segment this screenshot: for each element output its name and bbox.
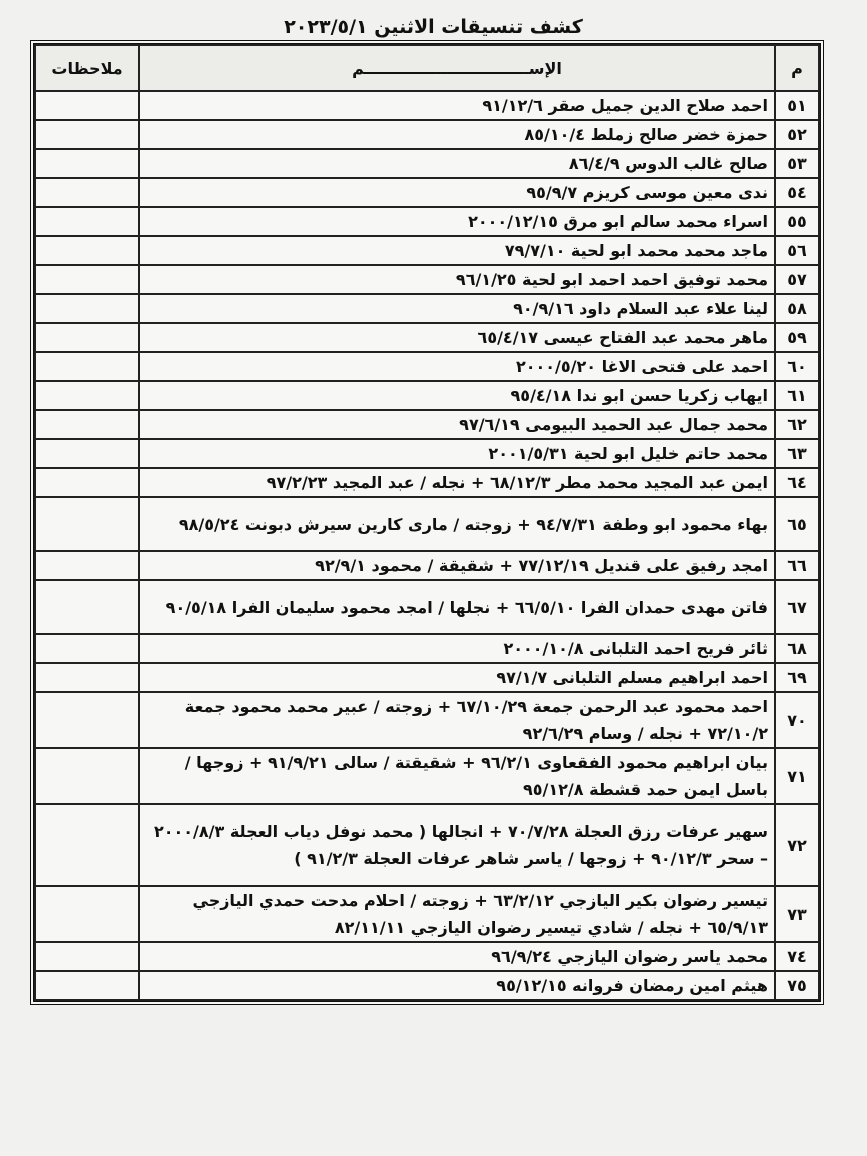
table-row (35, 634, 819, 663)
row-name: امجد رفيق على قنديل ٧٧/١٢/١٩ + شقيقة / محمود ٩٢/٩/١ (139, 551, 775, 580)
row-notes (35, 120, 139, 149)
row-name: لينا علاء عبد السلام داود ٩٠/٩/١٦ (139, 294, 775, 323)
roster-sheet (30, 40, 824, 1005)
row-number: ٦٨ (775, 634, 819, 663)
header-name: الإســــــــــــــــــــــــــــــم (139, 45, 775, 91)
row-name: سهير عرفات رزق العجلة ٧٠/٧/٢٨ + انجالها ( محمد نوفل دياب العجلة ٢٠٠٠/٨/٣ – سحر ٩٠/١٢/٣ + زوجها / ياسر شاهر عرفات العجلة ٩١/٢/٣ ) (139, 804, 775, 886)
row-notes (35, 634, 139, 663)
row-number: ٦٢ (775, 410, 819, 439)
roster-table (34, 44, 820, 1001)
row-number: ٥٢ (775, 120, 819, 149)
row-number: ٥٦ (775, 236, 819, 265)
row-number: ٧٠ (775, 692, 819, 748)
row-notes (35, 265, 139, 294)
table-row (35, 692, 819, 748)
table-row (35, 468, 819, 497)
row-name: محمد ياسر رضوان اليازجي ٩٦/٩/٢٤ (139, 942, 775, 971)
table-row (35, 410, 819, 439)
row-notes (35, 971, 139, 1000)
row-name: ايهاب زكريا حسن ابو ندا ٩٥/٤/١٨ (139, 381, 775, 410)
row-notes (35, 468, 139, 497)
row-notes (35, 352, 139, 381)
row-name: فاتن مهدى حمدان الفرا ٦٦/٥/١٠ + نجلها / امجد محمود سليمان الفرا ٩٠/٥/١٨ (139, 580, 775, 634)
row-notes (35, 410, 139, 439)
row-notes (35, 663, 139, 692)
row-notes (35, 323, 139, 352)
table-row (35, 886, 819, 942)
table-row (35, 551, 819, 580)
row-name: بيان ابراهيم محمود الفقعاوى ٩٦/٢/١ + شقيقتة / سالى ٩١/٩/٢١ + زوجها / باسل ايمن حمد قشطة ٩٥/١٢/٨ (139, 748, 775, 804)
table-row (35, 323, 819, 352)
table-row (35, 663, 819, 692)
row-notes (35, 178, 139, 207)
table-row (35, 91, 819, 120)
row-name: اسراء محمد سالم ابو مرق ٢٠٠٠/١٢/١٥ (139, 207, 775, 236)
row-notes (35, 942, 139, 971)
row-number: ٧٤ (775, 942, 819, 971)
row-notes (35, 692, 139, 748)
row-number: ٦٣ (775, 439, 819, 468)
row-name: احمد ابراهيم مسلم التلبانى ٩٧/١/٧ (139, 663, 775, 692)
row-name: محمد توفيق احمد احمد ابو لحية ٩٦/١/٢٥ (139, 265, 775, 294)
table-row (35, 294, 819, 323)
row-name: صالح غالب الدوس ٨٦/٤/٩ (139, 149, 775, 178)
row-name: محمد حاتم خليل ابو لحية ٢٠٠١/٥/٣١ (139, 439, 775, 468)
row-name: ثائر فريح احمد التلبانى ٢٠٠٠/١٠/٨ (139, 634, 775, 663)
row-name: احمد محمود عبد الرحمن جمعة ٦٧/١٠/٢٩ + زوجته / عبير محمد محمود جمعة ٧٢/١٠/٢ + نجله / وسام ٩٢/٦/٢٩ (139, 692, 775, 748)
table-row (35, 804, 819, 886)
row-name: هيثم امين رمضان فروانه ٩٥/١٢/١٥ (139, 971, 775, 1000)
table-row (35, 942, 819, 971)
table-row (35, 352, 819, 381)
row-number: ٦١ (775, 381, 819, 410)
row-notes (35, 804, 139, 886)
row-notes (35, 580, 139, 634)
table-row (35, 236, 819, 265)
row-notes (35, 551, 139, 580)
row-name: ماهر محمد عبد الفتاح عيسى ٦٥/٤/١٧ (139, 323, 775, 352)
row-number: ٦٩ (775, 663, 819, 692)
table-row (35, 381, 819, 410)
row-number: ٥٣ (775, 149, 819, 178)
row-name: تيسير رضوان بكير اليازجي ٦٣/٢/١٢ + زوجته / احلام مدحت حمدي اليازجي ٦٥/٩/١٣ + نجله / شادي تيسير رضوان اليازجي ٨٢/١١/١١ (139, 886, 775, 942)
row-name: حمزة خضر صالح زملط ٨٥/١٠/٤ (139, 120, 775, 149)
row-name: محمد جمال عبد الحميد البيومى ٩٧/٦/١٩ (139, 410, 775, 439)
row-notes (35, 748, 139, 804)
row-notes (35, 236, 139, 265)
row-name: بهاء محمود ابو وطفة ٩٤/٧/٣١ + زوجته / مارى كارين سيرش دبونت ٩٨/٥/٢٤ (139, 497, 775, 551)
page-title: كشف تنسيقات الاثنين ٢٠٢٣/٥/١ (284, 16, 583, 38)
row-name: ندى معين موسى كريزم ٩٥/٩/٧ (139, 178, 775, 207)
row-number: ٦٦ (775, 551, 819, 580)
table-row (35, 580, 819, 634)
table-row (35, 497, 819, 551)
row-number: ٧٢ (775, 804, 819, 886)
header-notes: ملاحظات (35, 45, 139, 91)
row-number: ٧١ (775, 748, 819, 804)
header-num: م (775, 45, 819, 91)
row-notes (35, 149, 139, 178)
row-notes (35, 207, 139, 236)
row-number: ٧٥ (775, 971, 819, 1000)
row-name: ايمن عبد المجيد محمد مطر ٦٨/١٢/٣ + نجله / عبد المجيد ٩٧/٢/٢٣ (139, 468, 775, 497)
header-row (35, 45, 819, 91)
roster-body (35, 91, 819, 1000)
row-name: ماجد محمد محمد ابو لحية ٧٩/٧/١٠ (139, 236, 775, 265)
row-number: ٥٩ (775, 323, 819, 352)
row-number: ٥٥ (775, 207, 819, 236)
table-row (35, 971, 819, 1000)
row-notes (35, 381, 139, 410)
row-notes (35, 91, 139, 120)
row-number: ٧٣ (775, 886, 819, 942)
row-number: ٦٠ (775, 352, 819, 381)
row-number: ٦٥ (775, 497, 819, 551)
table-row (35, 178, 819, 207)
row-number: ٥٤ (775, 178, 819, 207)
row-number: ٥١ (775, 91, 819, 120)
row-notes (35, 497, 139, 551)
row-notes (35, 439, 139, 468)
table-row (35, 439, 819, 468)
table-row (35, 207, 819, 236)
row-number: ٥٨ (775, 294, 819, 323)
row-number: ٦٤ (775, 468, 819, 497)
row-name: احمد على فتحى الاغا ٢٠٠٠/٥/٢٠ (139, 352, 775, 381)
table-row (35, 149, 819, 178)
row-notes (35, 294, 139, 323)
row-notes (35, 886, 139, 942)
row-number: ٥٧ (775, 265, 819, 294)
table-row (35, 120, 819, 149)
row-name: احمد صلاح الدين جميل صقر ٩١/١٢/٦ (139, 91, 775, 120)
row-number: ٦٧ (775, 580, 819, 634)
table-row (35, 748, 819, 804)
table-row (35, 265, 819, 294)
